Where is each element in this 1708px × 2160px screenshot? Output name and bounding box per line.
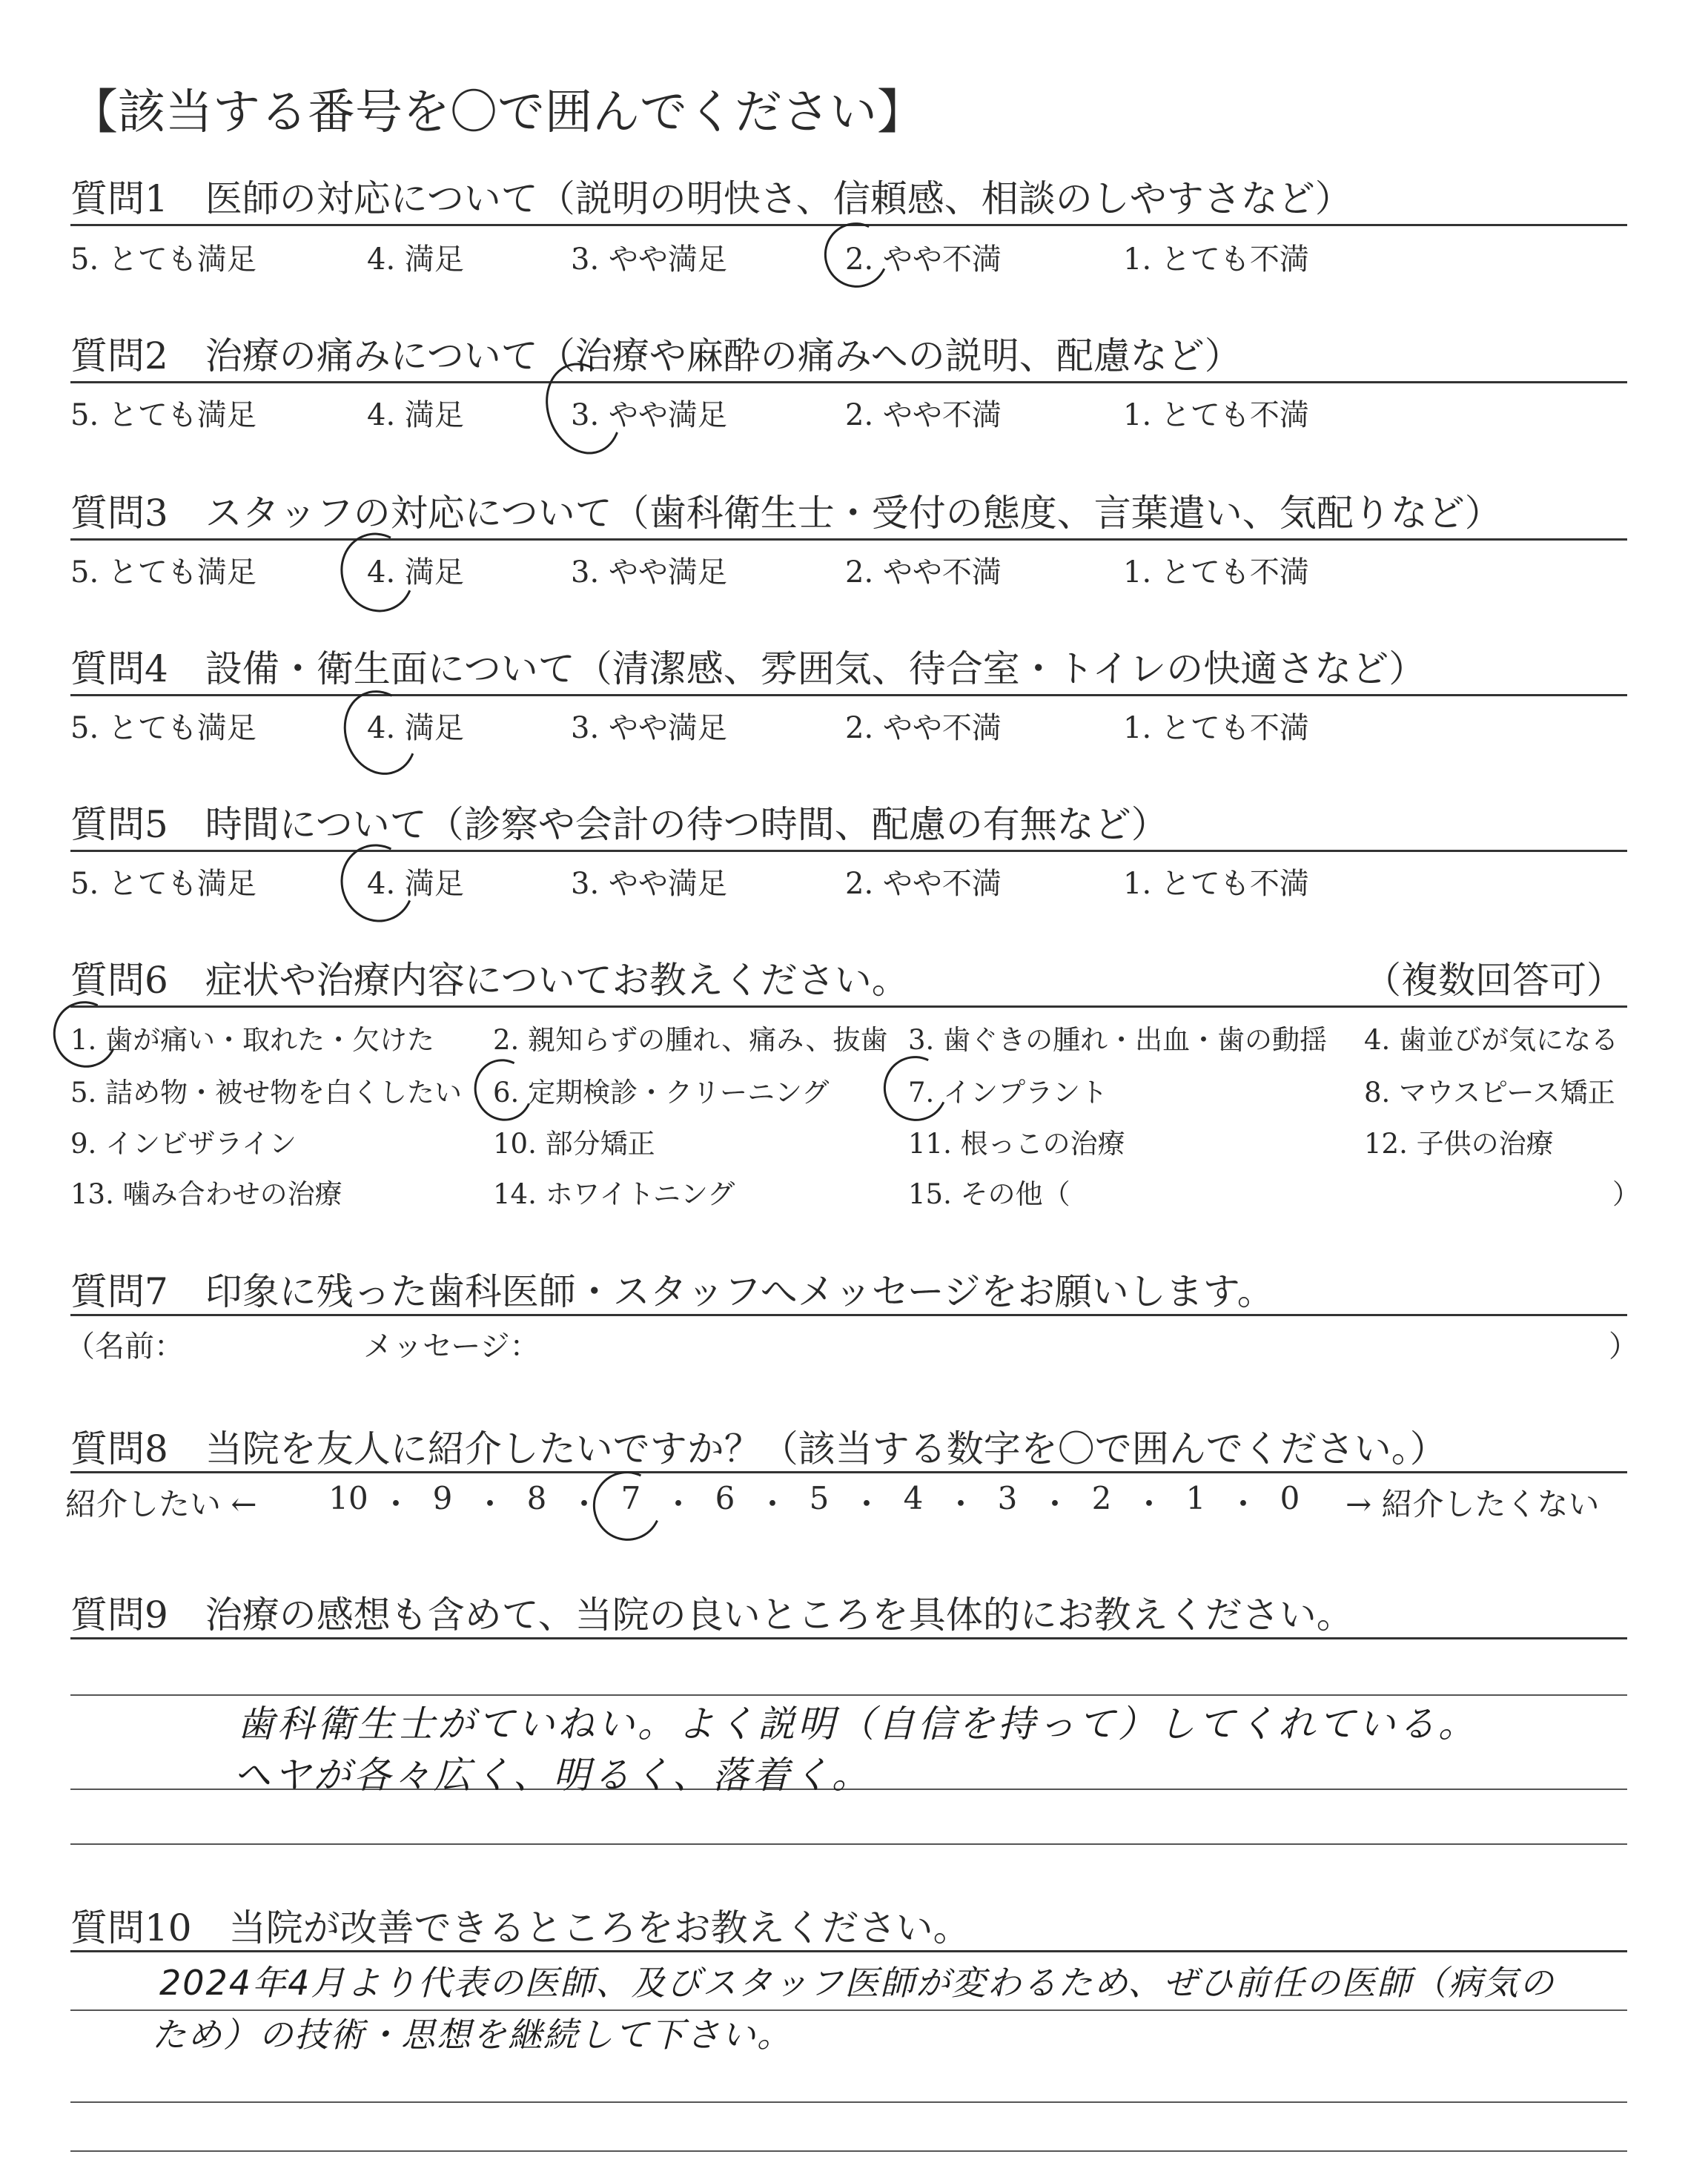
q2-title: 質問2 治療の痛みについて（治療や麻酔の痛みへの説明、配慮など） [70,334,1242,377]
q8-scale-separator: ・ [757,1486,789,1522]
q3-opt-1[interactable]: 1. とても不満 [1123,555,1309,589]
q8-scale-8[interactable]: 8 [526,1480,547,1516]
q8-scale-2[interactable]: 2 [1091,1480,1112,1516]
q8-title: 質問8 当院を友人に紹介したいですか？（該当する数字を〇で囲んでください。） [70,1427,1447,1470]
q9-answer-line-2: ヘヤが各々広く、明るく、落着く。 [234,1754,872,1797]
q6-opt-7[interactable]: 7. インプラント [908,1077,1108,1109]
q1-opt-5[interactable]: 5. とても満足 [70,242,256,277]
q5-answer-circle [330,833,425,932]
q5-opt-2[interactable]: 2. やや不満 [845,867,1002,901]
q3-opt-4[interactable]: 4. 満足 [367,555,464,589]
q6-opt-4[interactable]: 4. 歯並びが気になる [1364,1024,1619,1056]
q8-scale-5[interactable]: 5 [809,1480,830,1516]
q6-opt-10[interactable]: 10. 部分矯正 [493,1128,655,1160]
q10-rule [70,1950,1627,1952]
q6-title: 質問6 症状や治療内容についてお教えください。 [70,959,909,1002]
q4-opt-4[interactable]: 4. 満足 [367,711,464,745]
q8-scale-separator: ・ [945,1486,977,1522]
q1-opt-2[interactable]: 2. やや不満 [845,242,1002,277]
q8-scale-separator: ・ [1228,1486,1260,1522]
q8-right-label: → 紹介したくない [1345,1486,1600,1522]
q6-opt-3[interactable]: 3. 歯ぐきの腫れ・出血・歯の動揺 [908,1024,1328,1056]
form-header: 【該当する番号を〇で囲んでください】 [70,85,924,140]
q1-opt-4[interactable]: 4. 満足 [367,242,464,277]
q5-opt-5[interactable]: 5. とても満足 [70,867,256,901]
q8-scale-separator: ・ [1133,1486,1165,1522]
q3-opt-3[interactable]: 3. やや満足 [571,555,727,589]
q8-scale-separator: ・ [569,1486,600,1522]
q7-close-paren: ） [1609,1330,1638,1364]
q3-opt-5[interactable]: 5. とても満足 [70,555,256,589]
q7-message-label: メッセージ： [363,1330,540,1364]
q8-scale-10[interactable]: 10 [328,1480,368,1516]
q10-line-3 [70,2150,1627,2152]
q4-rule [70,694,1627,696]
q8-scale-3[interactable]: 3 [997,1480,1018,1516]
q2-opt-2[interactable]: 2. やや不満 [845,398,1002,432]
q3-answer-circle [329,522,425,622]
q5-title: 質問5 時間について（診察や会計の待つ時間、配慮の有無など） [70,803,1168,846]
q1-opt-1[interactable]: 1. とても不満 [1123,242,1309,277]
q6-opt-11[interactable]: 11. 根っこの治療 [908,1128,1125,1160]
q5-opt-4[interactable]: 4. 満足 [367,867,464,901]
q9-line-3 [70,1843,1627,1845]
q6-opt-14[interactable]: 14. ホワイトニング [493,1178,735,1210]
q7-rule [70,1314,1627,1316]
q8-left-label: 紹介したい ← [65,1486,257,1522]
q6-note: （複数回答可） [1364,959,1623,1002]
q10-answer-line-2: ため）の技術・思想を継続して下さい。 [152,2015,792,2055]
q4-title: 質問4 設備・衛生面について（清潔感、雰囲気、待合室・トイレの快適さなど） [70,647,1426,690]
q1-title: 質問1 医師の対応について（説明の明快さ、信頼感、相談のしやすさなど） [70,177,1352,220]
q8-scale-separator: ・ [663,1486,695,1522]
q3-title: 質問3 スタッフの対応について（歯科衛生士・受付の態度、言葉遣い、気配りなど） [70,492,1502,535]
q10-title: 質問10 当院が改善できるところをお教えください。 [70,1906,970,1949]
q6-opt-8[interactable]: 8. マウスピース矯正 [1364,1077,1615,1109]
q2-opt-1[interactable]: 1. とても不満 [1123,398,1309,432]
q8-scale-6[interactable]: 6 [715,1480,735,1516]
q6-opt-5[interactable]: 5. 詰め物・被せ物を白くしたい [70,1077,463,1109]
q6-opt-13[interactable]: 13. 噛み合わせの治療 [70,1178,342,1210]
q6-opt-9[interactable]: 9. インビザライン [70,1128,297,1160]
q7-name-label: （名前： [65,1330,184,1364]
q9-answer-line-1: 歯科衛生士がていねい。よく説明（自信を持って）してくれている。 [237,1702,1478,1745]
q9-rule [70,1637,1627,1639]
q8-scale-separator: ・ [474,1486,506,1522]
q6-opt-15-close: ） [1612,1178,1640,1210]
q10-answer-line-1: 2024年4月より代表の医師、及びスタッフ医師が変わるため、ぜひ前任の医師（病気の [159,1963,1555,2003]
q8-scale-separator: ・ [1039,1486,1071,1522]
q4-opt-1[interactable]: 1. とても不満 [1123,711,1309,745]
q8-scale-separator: ・ [851,1486,883,1522]
q8-scale-9[interactable]: 9 [432,1480,453,1516]
q6-opt-12[interactable]: 12. 子供の治療 [1364,1128,1554,1160]
q2-opt-4[interactable]: 4. 満足 [367,398,464,432]
q4-opt-2[interactable]: 2. やや不満 [845,711,1002,745]
q8-rule [70,1471,1627,1473]
q3-opt-2[interactable]: 2. やや不満 [845,555,1002,589]
q5-opt-3[interactable]: 3. やや満足 [571,867,727,901]
q8-scale-4[interactable]: 4 [903,1480,924,1516]
q1-opt-3[interactable]: 3. やや満足 [571,242,727,277]
q5-rule [70,850,1627,852]
q6-rule [70,1005,1627,1008]
q8-answer-circle [583,1462,672,1550]
q5-opt-1[interactable]: 1. とても不満 [1123,867,1309,901]
q8-scale-0[interactable]: 0 [1280,1480,1300,1516]
q2-opt-3[interactable]: 3. やや満足 [571,398,727,432]
q2-opt-5[interactable]: 5. とても満足 [70,398,256,432]
q6-opt-2[interactable]: 2. 親知らずの腫れ、痛み、抜歯 [493,1024,888,1056]
q8-scale-separator: ・ [380,1486,412,1522]
q4-opt-3[interactable]: 3. やや満足 [571,711,727,745]
q9-title: 質問9 治療の感想も含めて、当院の良いところを具体的にお教えください。 [70,1593,1354,1636]
q7-title: 質問7 印象に残った歯科医師・スタッフへメッセージをお願いします。 [70,1270,1274,1313]
q6-opt-1[interactable]: 1. 歯が痛い・取れた・欠けた [70,1024,435,1056]
q10-line-2 [70,2101,1627,2103]
q4-opt-5[interactable]: 5. とても満足 [70,711,256,745]
q6-answer-circle-7 [875,1047,957,1130]
q8-scale-7[interactable]: 7 [620,1480,641,1516]
q3-rule [70,538,1627,541]
q2-rule [70,381,1627,383]
q8-scale-1[interactable]: 1 [1185,1480,1206,1516]
q6-answer-circle-6 [466,1051,541,1129]
q6-opt-6[interactable]: 6. 定期検診・クリーニング [493,1077,830,1109]
q6-opt-15[interactable]: 15. その他（ [908,1178,1070,1210]
